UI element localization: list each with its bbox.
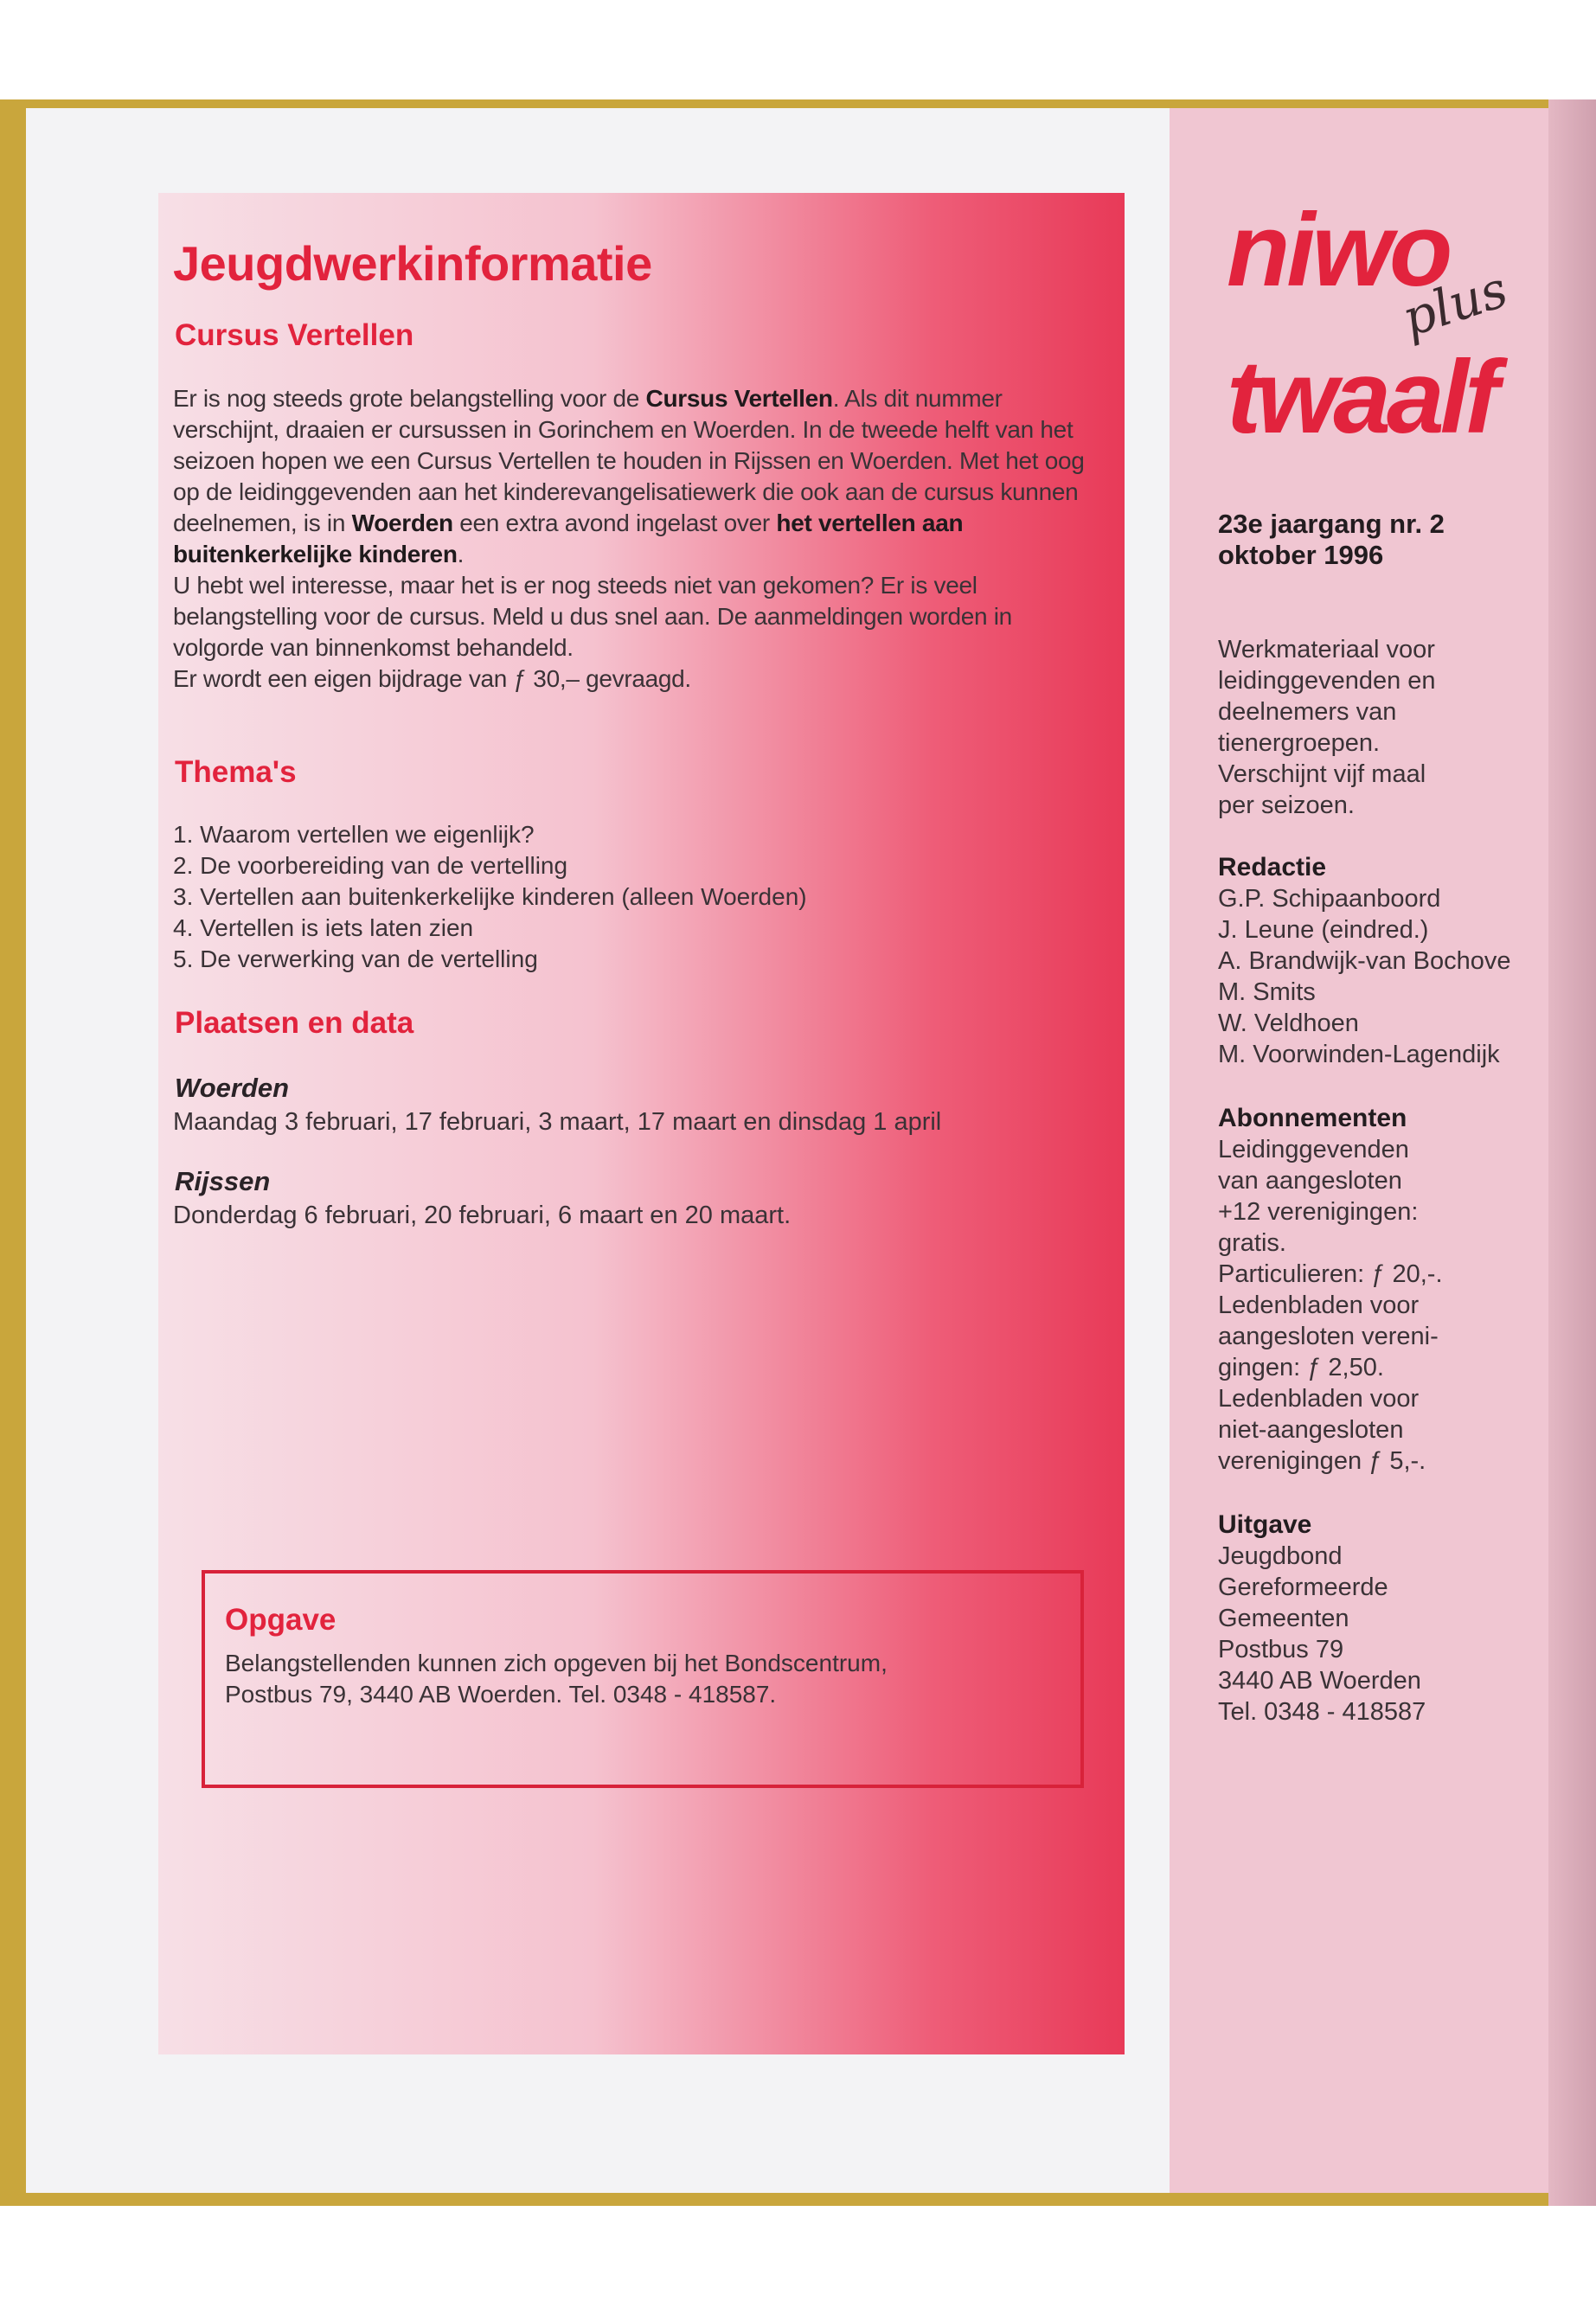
sidebar-line: deelnemers van: [1218, 698, 1397, 726]
section-heading-cursus: Cursus Vertellen: [175, 318, 414, 352]
uitgave-heading: Uitgave: [1218, 1510, 1312, 1539]
list-item: 3. Vertellen aan buitenkerkelijke kinderen (alleen Woerden): [173, 883, 807, 910]
page-title: Jeugdwerkinformatie: [173, 236, 652, 291]
abonnementen-line: gingen: ƒ 2,50.: [1218, 1354, 1384, 1381]
abonnementen-line: niet-aangesloten: [1218, 1416, 1404, 1444]
redactie-heading: Redactie: [1218, 853, 1327, 881]
uitgave-line: Postbus 79: [1218, 1636, 1344, 1663]
abonnementen-line: Ledenbladen voor: [1218, 1292, 1420, 1319]
opgave-line: Belangstellenden kunnen zich opgeven bij het Bondscentrum,: [225, 1650, 888, 1676]
place-dates-woerden: Maandag 3 februari, 17 februari, 3 maart, 17 maart en dinsdag 1 april: [173, 1108, 942, 1136]
list-item: 4. Vertellen is iets laten zien: [173, 914, 474, 941]
abonnementen-line: +12 verenigingen:: [1218, 1198, 1419, 1226]
sidebar-description: [1218, 634, 1547, 821]
themas-list: [173, 819, 807, 975]
redactie-name: W. Veldhoen: [1218, 1009, 1359, 1037]
logo-plus: plus: [1394, 259, 1515, 349]
sidebar-line: Werkmateriaal voor: [1218, 636, 1435, 663]
place-name-rijssen: Rijssen: [175, 1166, 271, 1196]
cursus-text: een extra avond ingelast over: [452, 510, 777, 536]
sidebar-line: leidinggevenden en: [1218, 667, 1436, 695]
issue-number: 23e jaargang nr. 2: [1218, 509, 1445, 539]
list-item: 1. Waarom vertellen we eigenlijk?: [173, 821, 535, 848]
redactie-name: M. Voorwinden-Lagendijk: [1218, 1041, 1500, 1068]
abonnementen-line: verenigingen ƒ 5,-.: [1218, 1447, 1426, 1475]
abonnementen-line: van aangesloten: [1218, 1167, 1402, 1195]
abonnementen-heading: Abonnementen: [1218, 1104, 1407, 1132]
cursus-bold: Woerden: [351, 510, 453, 536]
uitgave-line: Gereformeerde: [1218, 1574, 1388, 1601]
opgave-line: Postbus 79, 3440 AB Woerden. Tel. 0348 - 418587.: [225, 1681, 777, 1708]
redactie-name: G.P. Schipaanboord: [1218, 885, 1441, 913]
uitgave-line: Gemeenten: [1218, 1605, 1349, 1632]
place-name-woerden: Woerden: [175, 1073, 290, 1103]
niwo-twaalf-logo: [1227, 199, 1573, 450]
sidebar-uitgave: [1218, 1509, 1547, 1727]
opgave-text: [225, 1648, 1064, 1710]
issue-info: [1218, 509, 1445, 571]
cursus-paragraph-1: [173, 383, 1099, 570]
logo-word-1: niwo: [1227, 199, 1450, 308]
cursus-text: . Als dit nummer verschijnt, draaien er cursussen in Gorinchem en Woerden. In de tweede helft van het seizoen hopen we een Cursus Vertellen te houden in Rijssen en Woerden. Met het oog op de leidinggevenden aan het kinderevangelisatiewerk die ook aan de cursus kunnen deelnemen, is in: [173, 385, 1085, 536]
uitgave-line: Jeugdbond: [1218, 1542, 1343, 1570]
place-dates-rijssen: Donderdag 6 februari, 20 februari, 6 maart en 20 maart.: [173, 1202, 792, 1229]
section-heading-themas: Thema's: [175, 755, 297, 789]
abonnementen-line: aangesloten vereni-: [1218, 1323, 1439, 1350]
logo-word-2: twaalf: [1227, 339, 1496, 450]
cursus-bold: het vertellen aan buitenkerkelijke kinderen: [173, 510, 964, 567]
redactie-name: J. Leune (eindred.): [1218, 916, 1429, 944]
abonnementen-line: Leidinggevenden: [1218, 1136, 1409, 1163]
issue-date: oktober 1996: [1218, 540, 1384, 570]
sidebar-line: Verschijnt vijf maal: [1218, 760, 1426, 788]
section-heading-plaatsen: Plaatsen en data: [175, 1006, 414, 1040]
opgave-heading: Opgave: [225, 1603, 337, 1637]
sidebar-redactie: [1218, 852, 1547, 1070]
cursus-bold: Cursus Vertellen: [645, 385, 833, 412]
uitgave-line: Tel. 0348 - 418587: [1218, 1698, 1426, 1726]
abonnementen-line: Ledenbladen voor: [1218, 1385, 1420, 1413]
cursus-text: .: [457, 541, 465, 567]
list-item: 2. De voorbereiding van de vertelling: [173, 852, 568, 879]
abonnementen-line: Particulieren: ƒ 20,-.: [1218, 1260, 1443, 1288]
cursus-paragraph-3: Er wordt een eigen bijdrage van ƒ 30,– gevraagd.: [173, 665, 691, 692]
sidebar-line: tienergroepen.: [1218, 729, 1381, 757]
redactie-name: A. Brandwijk-van Bochove: [1218, 947, 1511, 975]
uitgave-line: 3440 AB Woerden: [1218, 1667, 1421, 1695]
list-item: 5. De verwerking van de vertelling: [173, 945, 538, 972]
cursus-paragraph-2: U hebt wel interesse, maar het is er nog steeds niet van gekomen? Er is veel belangstelling voor de cursus. Meld u dus snel aan. De aanmeldingen worden in volgorde van binnenkomst behandeld.: [173, 572, 1012, 661]
sidebar-abonnementen: [1218, 1103, 1547, 1477]
cursus-text: Er is nog steeds grote belangstelling voor de: [173, 385, 646, 412]
abonnementen-line: gratis.: [1218, 1229, 1286, 1257]
redactie-name: M. Smits: [1218, 978, 1316, 1006]
sidebar-line: per seizoen.: [1218, 792, 1355, 819]
